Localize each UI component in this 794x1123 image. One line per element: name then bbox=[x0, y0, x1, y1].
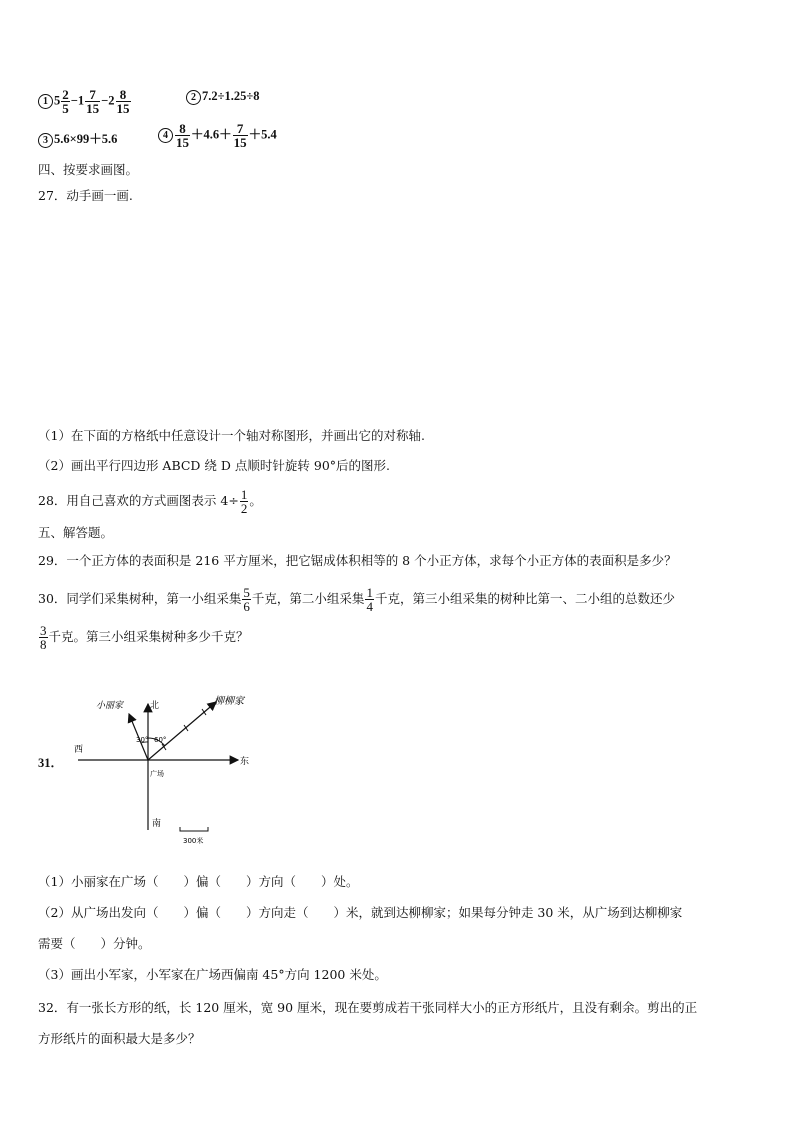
problem-1 bbox=[38, 88, 132, 115]
operator: ＋5.4 bbox=[248, 127, 277, 142]
fraction: $\frac{5}{6}$ bbox=[243, 585, 250, 614]
direction-map bbox=[66, 686, 266, 850]
q31-sub2-cont: 需要（ ）分钟。 bbox=[38, 936, 151, 951]
section-4-heading: 四、按要求画图。 bbox=[38, 162, 139, 177]
expression: 7.2÷1.25÷8 bbox=[202, 89, 260, 103]
problem-2 bbox=[186, 88, 259, 105]
q30-line1: 30．同学们采集树种，第一小组采集 $\frac{5}{6}$ 千克，第二小组采集 $\frac{1}{4}$ 千克，第三小组采集的树种比第一、二小组的总数还少 bbox=[38, 585, 675, 614]
q32-line1: 32．有一张长方形的纸，长 120 厘米，宽 90 厘米，现在要剪成若干张同样大小的正方形纸片，且没有剩余。剪出的正 bbox=[38, 1000, 698, 1015]
q28: 28．用自己喜欢的方式画图表示 4÷ $\frac{1}{2}$ 。 bbox=[38, 487, 262, 516]
q27-sub1: （1）在下面的方格纸中任意设计一个轴对称图形，并画出它的对称轴. bbox=[38, 428, 425, 443]
label-liuliu: 柳柳家 bbox=[214, 696, 244, 707]
section-5-heading: 五、解答题。 bbox=[38, 525, 114, 540]
q31-number: 31． bbox=[38, 756, 64, 770]
fraction: $\frac{7}{15}$ bbox=[233, 121, 247, 150]
label-xiaoli: 小丽家 bbox=[96, 701, 124, 711]
fraction: $\frac{8}{15}$ bbox=[116, 87, 130, 116]
circle-number: 3 bbox=[38, 133, 53, 148]
angle-label-left: 30° bbox=[136, 736, 149, 744]
fraction: $\frac{8}{15}$ bbox=[176, 121, 189, 150]
q29: 29．一个正方体的表面积是 216 平方厘米，把它锯成体积相等的 8 个小正方体，求每个小正方体的表面积是多少？ bbox=[38, 553, 677, 568]
label-south: 南 bbox=[152, 819, 162, 829]
fraction: $\frac{7}{15}$ bbox=[86, 87, 100, 116]
q27-sub2: （2）画出平行四边形 ABCD 绕 D 点顺时针旋转 90°后的图形. bbox=[38, 458, 391, 473]
expression: 5.6×99＋5.6 bbox=[54, 132, 118, 146]
circle-number: 4 bbox=[158, 128, 173, 143]
scale-bar bbox=[180, 827, 208, 831]
circle-number: 2 bbox=[186, 90, 201, 105]
q30-line2: $\frac{3}{8}$ 千克。第三小组采集树种多少千克？ bbox=[40, 623, 249, 652]
fraction: $\frac{3}{8}$ bbox=[40, 623, 47, 652]
label-north: 北 bbox=[150, 701, 160, 711]
fraction: $\frac{1}{4}$ bbox=[366, 585, 373, 614]
operator: −1 bbox=[70, 93, 85, 108]
whole-number: 5 bbox=[54, 93, 61, 108]
q31-sub1: （1）小丽家在广场（ ）偏（ ）方向（ ）处。 bbox=[38, 874, 359, 889]
label-center: 广场 bbox=[150, 770, 164, 778]
operator: −2 bbox=[101, 93, 115, 108]
scale-label: 300米 bbox=[183, 837, 204, 845]
fraction: $\frac{2}{5}$ bbox=[62, 87, 69, 116]
problem-4 bbox=[158, 122, 277, 149]
fraction: $\frac{1}{2}$ bbox=[240, 487, 248, 516]
q32-line2: 方形纸片的面积最大是多少？ bbox=[38, 1031, 201, 1046]
angle-label-right: 60° bbox=[154, 736, 167, 744]
label-west: 西 bbox=[74, 745, 84, 755]
label-east: 东 bbox=[240, 757, 250, 767]
q31-sub3: （3）画出小军家，小军家在广场西偏南 45°方向 1200 米处。 bbox=[38, 967, 387, 982]
problem-3 bbox=[38, 131, 117, 148]
q27-title: 27．动手画一画. bbox=[38, 188, 133, 203]
operator: ＋4.6＋ bbox=[191, 127, 232, 142]
q31-sub2: （2）从广场出发向（ ）偏（ ）方向走（ ）米，就到达柳柳家；如果每分钟走 30 米，从广场到达柳柳家 bbox=[38, 905, 683, 920]
circle-number: 1 bbox=[38, 94, 53, 109]
